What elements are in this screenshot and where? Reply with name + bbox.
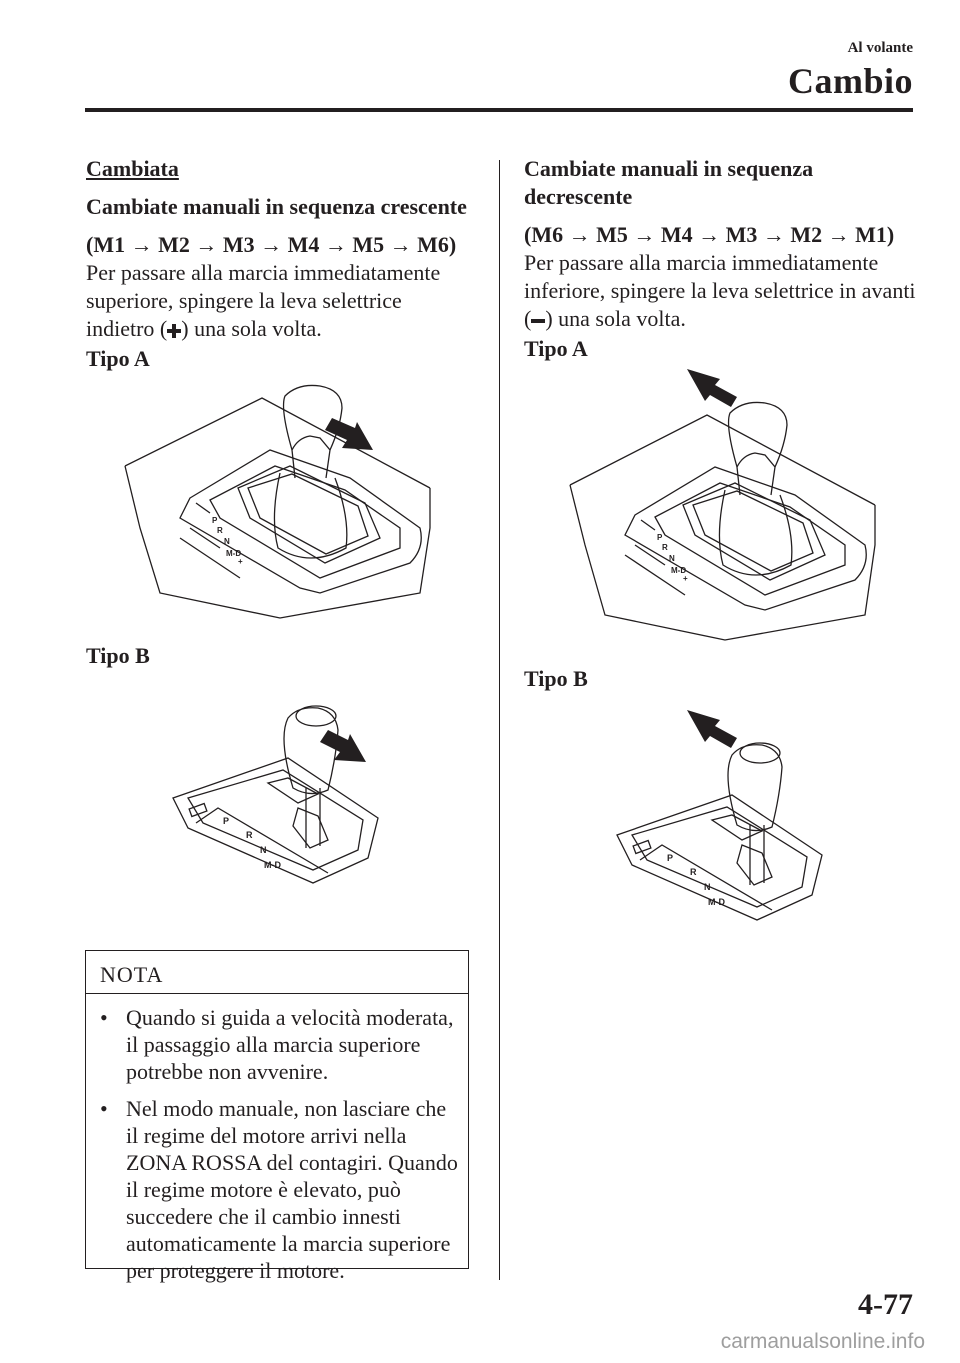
left-body-text: Per passare alla marcia immediatamente superiore, spingere la leva selettrice indietro ( — [86, 260, 441, 341]
note-item-text: Nel modo manuale, non lasciare che il regime del motore arrivi nella ZONA ROSSA del contagiri. Quando il regime motore è elevato, può succedere che il cambio innesti automaticamente la marcia superiore per proteggere il motore. — [126, 1096, 458, 1283]
left-heading: Cambiata — [86, 156, 179, 181]
right-label-b-wrap — [524, 665, 724, 693]
header-rule — [85, 108, 913, 112]
section-label: Al volante — [847, 40, 913, 56]
gate-b-md: M-D — [264, 860, 281, 870]
gate-r: R — [217, 526, 223, 535]
gate-r-p: P — [657, 533, 663, 542]
arrow-backward-b-icon — [320, 730, 366, 762]
arrow-forward-b-icon — [687, 710, 737, 748]
page-number: 4-77 — [858, 1288, 913, 1321]
right-label-b: Tipo B — [524, 666, 588, 691]
gate-rb-n: N — [704, 882, 711, 892]
left-sequence: (M1 → M2 → M3 → M4 → M5 → M6) — [86, 232, 457, 257]
column-divider — [499, 160, 500, 1280]
gate-b-p: P — [223, 816, 230, 826]
gate-rb-p: P — [667, 853, 674, 863]
left-label-b-wrap — [86, 642, 286, 670]
gate-r-r: R — [662, 543, 668, 552]
gate-r-n: N — [669, 554, 675, 563]
right-sequence: (M6 → M5 → M4 → M3 → M2 → M1) — [524, 222, 895, 247]
gate-b-r: R — [246, 830, 253, 840]
note-item-text: Quando si guida a velocità moderata, il passaggio alla marcia superiore potrebbe non avvenire. — [126, 1005, 454, 1084]
gate-rb-r: R — [690, 867, 697, 877]
right-heading: Cambiate manuali in sequenza decrescente — [524, 156, 814, 209]
left-column — [86, 155, 471, 373]
right-body — [524, 249, 924, 335]
gate-r-md: M-D — [671, 566, 687, 575]
right-label-a: Tipo A — [524, 336, 588, 361]
watermark: carmanualsonline.info — [720, 1330, 925, 1353]
left-subheading: Cambiate manuali in sequenza crescente — [86, 194, 467, 219]
note-box — [85, 950, 469, 1283]
gate-p: P — [212, 516, 218, 525]
bullet-icon: • — [100, 1096, 108, 1121]
shifter-type-a-upshift-illustration — [120, 378, 440, 628]
gate-rb-md: M-D — [708, 897, 725, 907]
page-title: Cambio — [787, 61, 913, 101]
gate-n: N — [224, 537, 230, 546]
left-body-end: ) una sola volta. — [181, 316, 322, 341]
note-item — [86, 1095, 468, 1284]
shifter-type-b-downshift-illustration — [612, 700, 842, 935]
arrow-forward-icon — [687, 369, 737, 407]
note-item — [86, 1004, 468, 1085]
bullet-icon: • — [100, 1005, 108, 1030]
gate-b-n: N — [260, 845, 267, 855]
left-label-b: Tipo B — [86, 643, 150, 668]
right-column — [524, 155, 924, 363]
right-body-end: ) una sola volta. — [545, 306, 686, 331]
left-body — [86, 259, 471, 345]
shifter-type-a-downshift-illustration — [565, 365, 885, 650]
plus-icon — [167, 317, 181, 345]
gate-md: M-D — [226, 549, 242, 558]
right-body-text: Per passare alla marcia immediatamente inferiore, spingere la leva selettrice in avanti ( — [524, 250, 916, 331]
note-title: NOTA — [86, 951, 468, 994]
minus-icon — [531, 307, 545, 335]
gate-r-plus: + — [683, 574, 688, 583]
shifter-type-b-upshift-illustration — [168, 698, 388, 903]
gate-plus: + — [238, 557, 243, 566]
left-label-a: Tipo A — [86, 346, 150, 371]
